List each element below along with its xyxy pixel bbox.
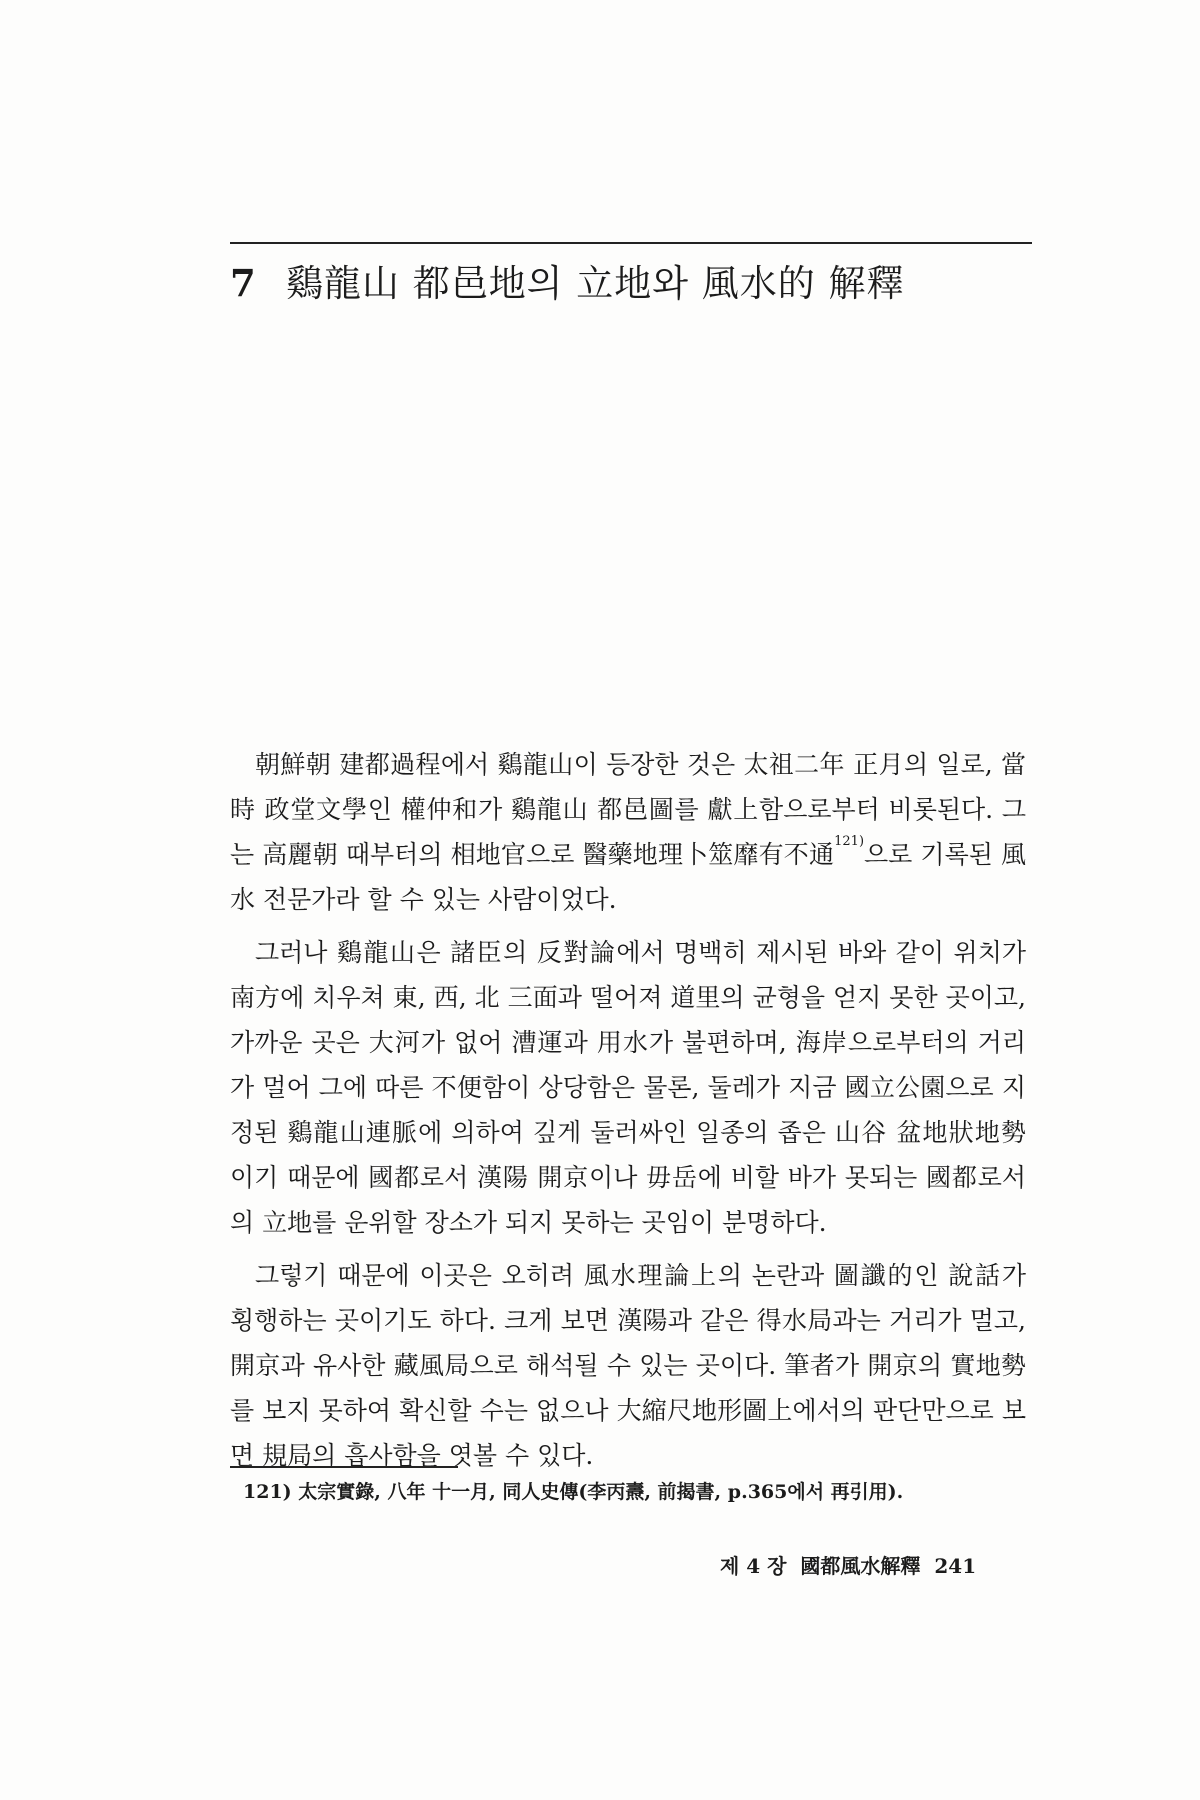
footer-chapter-title: 國都風水解釋 (800, 1554, 921, 1578)
footnote: 121) 太宗實錄, 八年 十一月, 同人史傳(李丙燾, 前揭書, p.365에서 再引用). (243, 1481, 904, 1503)
title-top-rule (230, 242, 1032, 244)
running-footer (720, 1551, 1040, 1581)
footnote-reference: 121) (834, 834, 865, 849)
paragraph-2: 그러나 鷄龍山은 諸臣의 反對論에서 명백히 제시된 바와 같이 위치가 南方에 치우쳐 東, 西, 北 三面과 떨어져 道里의 균형을 얻지 못한 곳이고, 가까운 곳은 大河가 없어 漕運과 用水가 불편하며, 海岸으로부터의 거리가 멀어 그에 따른 不便함이 상당함은 물론, 둘레가 지금 國立公園으로 지정된 鷄龍山連脈에 의하여 깊게 둘러싸인 일종의 좁은 山谷 盆地狀地勢이기 때문에 國都로서 漢陽 開京이나 毋岳에 비할 바가 못되는 國都로서의 立地를 운위할 장소가 되지 못하는 곳임이 분명하다. (230, 938, 1026, 1237)
body-text (230, 742, 1026, 1478)
paragraph-3: 그렇기 때문에 이곳은 오히려 風水理論上의 논란과 圖讖的인 說話가 횡행하는 곳이기도 하다. 크게 보면 漢陽과 같은 得水局과는 거리가 멀고, 開京과 유사한 藏風局으로 해석될 수 있는 곳이다. 筆者가 開京의 實地勢를 보지 못하여 확신할 수는 없으나 大縮尺地形圖上에서의 판단만으로 보면 規局의 흡사함을 엿볼 수 있다. (230, 1261, 1026, 1470)
footer-chapter-label: 제 4 장 (720, 1554, 787, 1578)
page-number: 241 (934, 1554, 977, 1578)
footnote-rule (230, 1466, 458, 1468)
chapter-number: 7 (230, 261, 257, 305)
paragraph-1-text-continued: 으로 기록된 風水 전문가라 할 수 있는 사람이었다. (230, 840, 1026, 914)
paragraph-1 (230, 742, 1026, 922)
chapter-title: 鷄龍山 都邑地의 立地와 風水的 解釋 (286, 262, 905, 305)
chapter-heading (230, 258, 1050, 309)
paragraph-1-text: 朝鮮朝 建都過程에서 鷄龍山이 등장한 것은 太祖二年 正月의 일로, 當時 政堂文學인 權仲和가 鷄龍山 都邑圖를 獻上함으로부터 비롯된다. 그는 高麗朝 때부터의 相地官으로 醫藥地理卜筮靡有不通 (230, 750, 1026, 869)
